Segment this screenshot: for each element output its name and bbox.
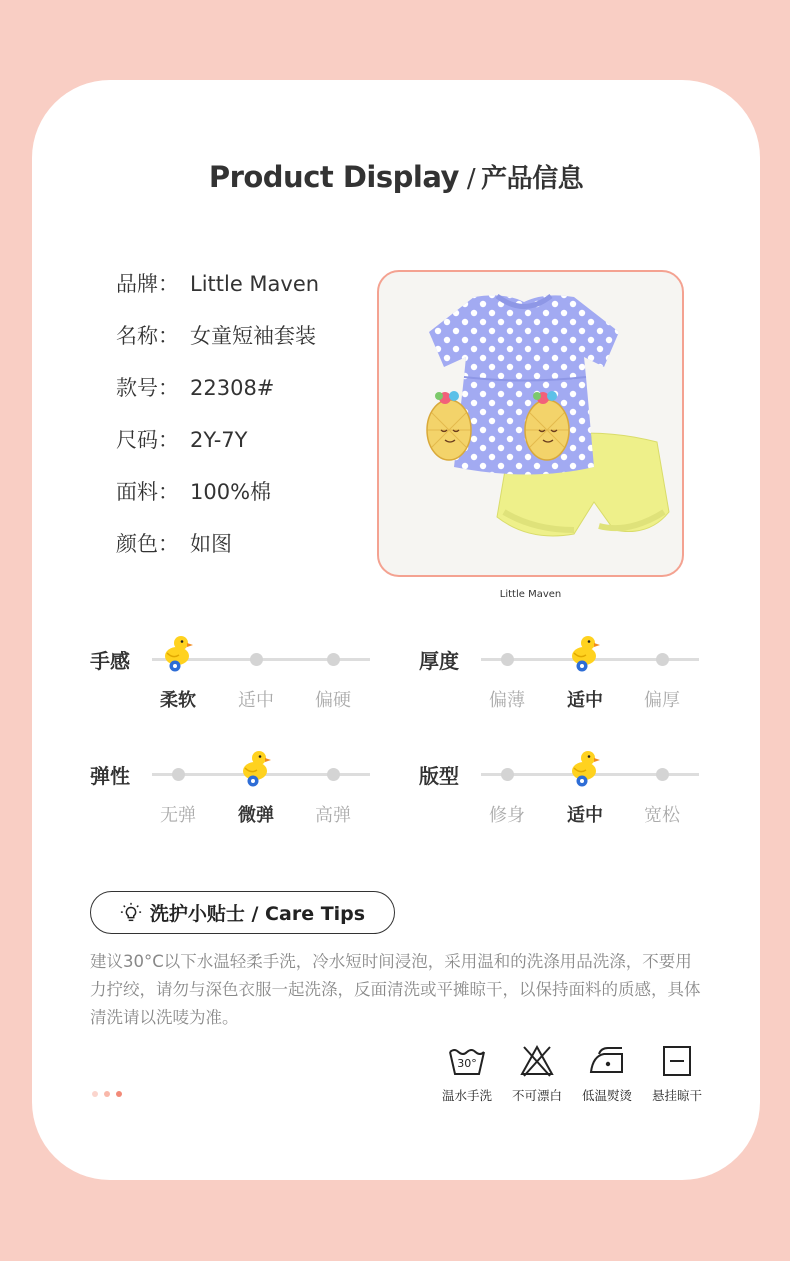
duck-marker-icon xyxy=(568,633,602,673)
care-label: 悬挂晾干 xyxy=(651,1088,702,1103)
meter-dot xyxy=(501,768,514,781)
duck-marker-icon xyxy=(568,748,602,788)
meter-option: 无弹 xyxy=(160,805,196,826)
meter-label: 版型 xyxy=(419,764,459,788)
meter-dot xyxy=(327,653,340,666)
duck-marker-icon xyxy=(161,633,195,673)
no-bleach-icon xyxy=(519,1044,555,1078)
spec-value: 女童短袖套装 xyxy=(190,324,316,348)
care-item-hang-dry xyxy=(642,1044,712,1104)
meter-dot xyxy=(327,768,340,781)
page-dot xyxy=(104,1091,110,1097)
product-photo xyxy=(377,270,684,577)
meter-dot xyxy=(172,768,185,781)
duck-marker-icon xyxy=(239,748,273,788)
spec-brand xyxy=(116,268,319,320)
spec-fabric xyxy=(116,476,319,528)
care-label: 不可漂白 xyxy=(511,1088,562,1103)
meter-label: 弹性 xyxy=(90,764,130,788)
care-item-low-iron xyxy=(572,1044,642,1104)
spec-color xyxy=(116,528,319,580)
low-iron-icon xyxy=(588,1044,626,1078)
meter-dot xyxy=(656,768,669,781)
spec-size xyxy=(116,424,319,476)
spec-value: 22308# xyxy=(190,376,275,400)
spec-value: 如图 xyxy=(190,532,232,556)
meter-thickness xyxy=(419,643,719,723)
meter-option: 偏薄 xyxy=(489,690,525,711)
meter-option: 柔软 xyxy=(160,690,196,711)
product-card xyxy=(32,80,760,1180)
meter-option: 适中 xyxy=(567,690,603,711)
meter-label: 厚度 xyxy=(419,649,459,673)
meter-dot xyxy=(501,653,514,666)
meter-option: 高弹 xyxy=(315,805,351,826)
title-separator: / xyxy=(466,164,476,194)
page-dot xyxy=(92,1091,98,1097)
meter-option: 适中 xyxy=(567,805,603,826)
svg-text:30°: 30° xyxy=(457,1057,477,1070)
care-tips-title xyxy=(90,891,395,934)
care-tips-title-text: 洗护小贴士 / Care Tips xyxy=(149,903,366,925)
meter-option: 偏厚 xyxy=(644,690,680,711)
outfit-illustration xyxy=(379,272,684,577)
meter-fit xyxy=(419,758,719,838)
page-dot xyxy=(116,1091,122,1097)
meter-dot xyxy=(250,653,263,666)
meter-option: 适中 xyxy=(238,690,274,711)
meter-option: 修身 xyxy=(489,805,525,826)
spec-style-no xyxy=(116,372,319,424)
spec-key: 面料： xyxy=(116,480,179,504)
meter-option: 宽松 xyxy=(644,805,680,826)
care-symbols xyxy=(432,1044,712,1104)
spec-key: 颜色： xyxy=(116,532,179,556)
spec-key: 名称： xyxy=(116,324,179,348)
care-label: 低温熨烫 xyxy=(581,1088,632,1103)
meter-elasticity xyxy=(90,758,390,838)
care-label: 温水手洗 xyxy=(441,1088,492,1103)
care-tips-text: 建议30°C以下水温轻柔手洗，冷水短时间浸泡，采用温和的洗涤用品洗涤，不要用力拧绞，请勿与深色衣服一起洗涤，反面清洗或平摊晾干，以保持面料的质感，具体清洗请以洗唛为准。 xyxy=(90,952,701,1027)
page-title xyxy=(32,158,760,195)
spec-list xyxy=(116,268,319,580)
lightbulb-icon xyxy=(120,902,142,924)
spec-key: 尺码： xyxy=(116,428,179,452)
meter-option: 微弹 xyxy=(238,805,274,826)
page-dots xyxy=(92,1091,128,1097)
spec-value: 2Y-7Y xyxy=(190,428,248,452)
care-item-no-bleach xyxy=(502,1044,572,1104)
meter-dot xyxy=(656,653,669,666)
title-en: Product Display xyxy=(208,160,459,194)
spec-key: 款号： xyxy=(116,376,179,400)
photo-caption: Little Maven xyxy=(499,589,562,600)
spec-key: 品牌： xyxy=(116,272,179,296)
hand-wash-30-icon xyxy=(447,1044,487,1078)
title-cn: 产品信息 xyxy=(481,164,584,194)
meter-option: 偏硬 xyxy=(315,690,351,711)
spec-name xyxy=(116,320,319,372)
care-item-hand-wash xyxy=(432,1044,502,1104)
spec-value: Little Maven xyxy=(190,272,320,296)
meter-hand-feel xyxy=(90,643,390,723)
meter-label: 手感 xyxy=(90,649,130,673)
spec-value: 100%棉 xyxy=(190,480,272,504)
hang-dry-icon xyxy=(660,1044,694,1078)
